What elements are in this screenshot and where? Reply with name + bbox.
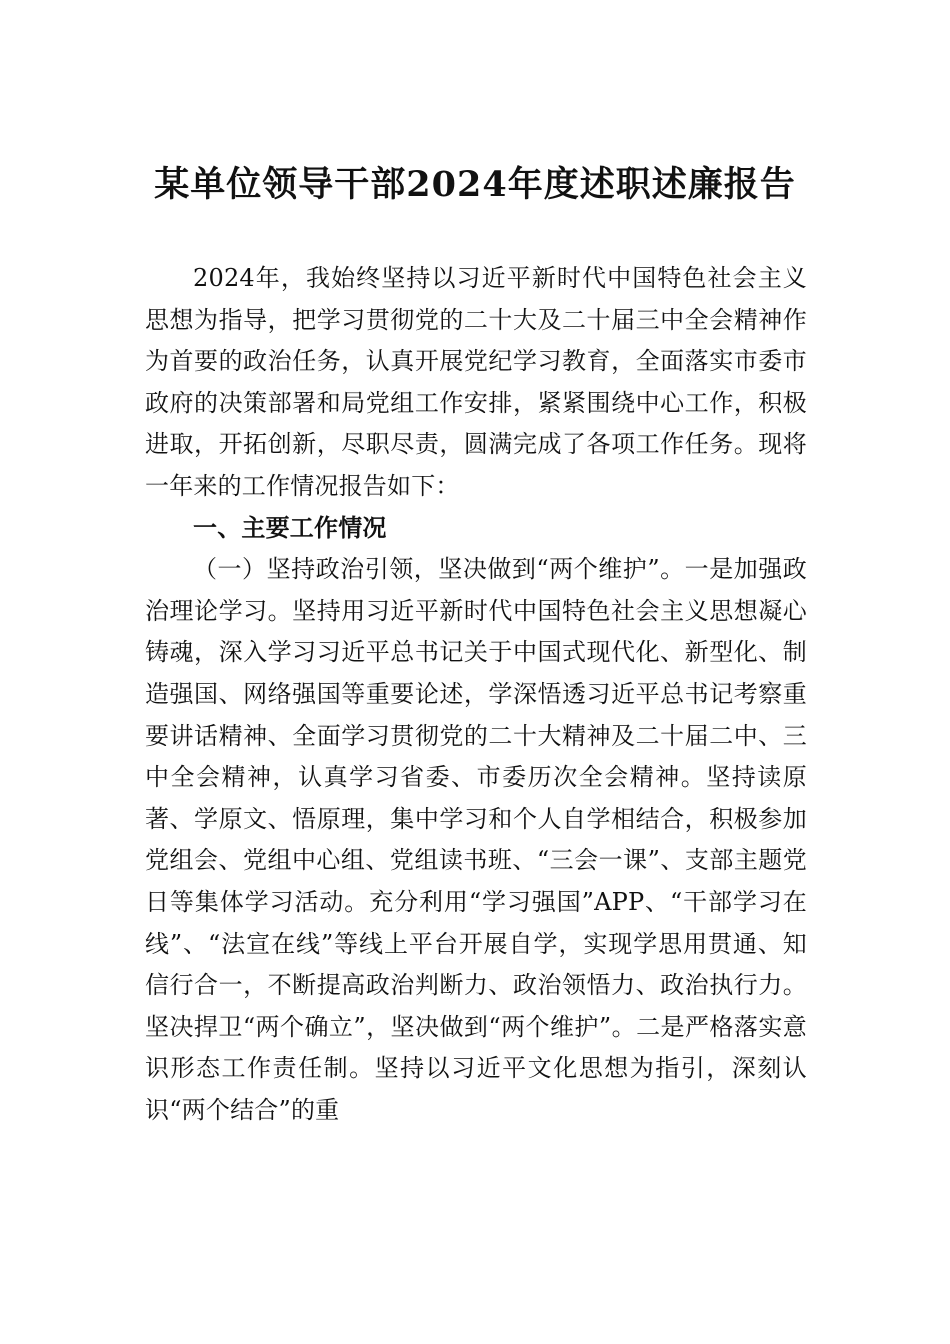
section-heading: 一、主要工作情况 [193, 513, 387, 542]
document-body [145, 258, 807, 1131]
section-paragraph: （一）坚持政治引领，坚决做到“两个维护”。一是加强政治理论学习。坚持用习近平新时代中国特色社会主义思想凝心铸魂，深入学习习近平总书记关于中国式现代化、新型化、制造强国、网络强国等重要论述，学深悟透习近平总书记考察重要讲话精神、全面学习贯彻党的二十大精神及二十届二中、三中全会精神，认真学习省委、市委历次全会精神。坚持读原著、学原文、悟原理，集中学习和个人自学相结合，积极参加党组会、党组中心组、党组读书班、“三会一课”、支部主题党日等集体学习活动。充分利用“学习强国”APP、“干部学习在线”、“法宣在线”等线上平台开展自学，实现学思用贯通、知信行合一，不断提高政治判断力、政治领悟力、政治执行力。坚决捍卫“两个确立”，坚决做到“两个维护”。二是严格落实意识形态工作责任制。坚持以习近平文化思想为指引，深刻认识“两个结合”的重 [145, 555, 807, 1124]
document-title: 某单位领导干部2024年度述职述廉报告 [154, 164, 796, 205]
intro-paragraph: 2024年，我始终坚持以习近平新时代中国特色社会主义思想为指导，把学习贯彻党的二十大及二十届三中全会精神作为首要的政治任务，认真开展党纪学习教育，全面落实市委市政府的决策部署和局党组工作安排，紧紧围绕中心工作，积极进取，开拓创新，尽职尽责，圆满完成了各项工作任务。现将一年来的工作情况报告如下： [145, 264, 807, 500]
